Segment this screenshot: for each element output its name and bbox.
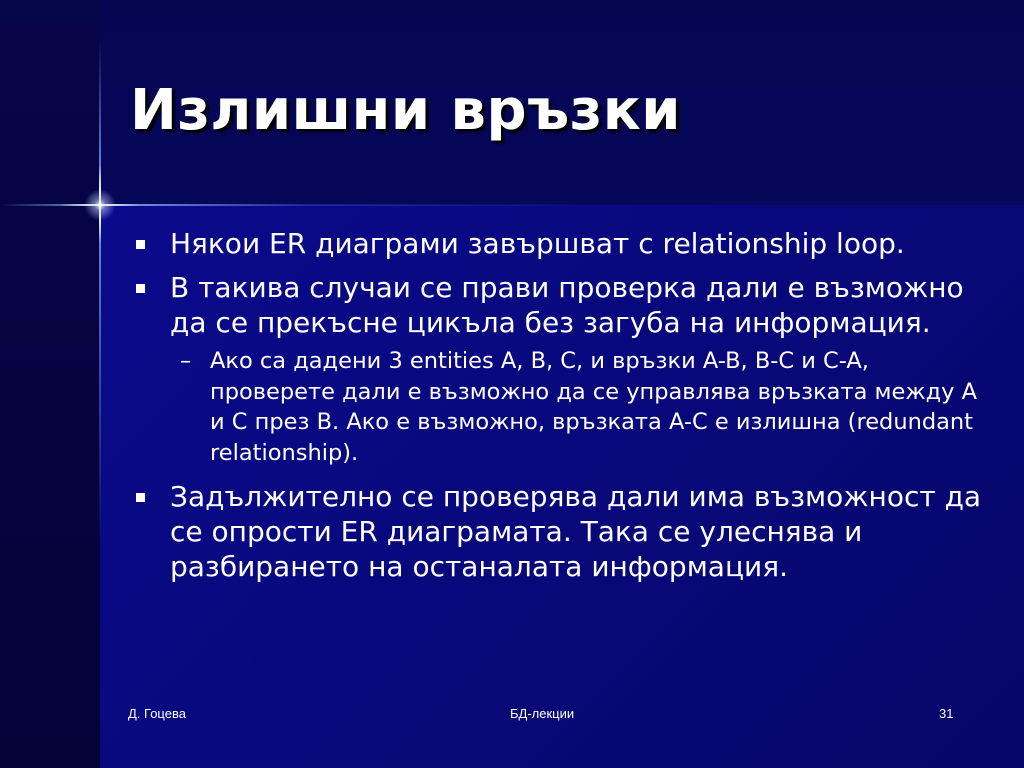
bullet-text: Задължително се проверява дали има възможност да се опрости ER диаграмата. Така се улеснява и разбирането на останалата информация. [170, 480, 982, 583]
slide-title: Излишни връзки [130, 78, 681, 143]
bullet-item [130, 479, 990, 584]
slide-number: 31 [939, 706, 954, 721]
dash-marker: – [180, 348, 192, 374]
bullet-item [130, 270, 990, 340]
bullet-item [130, 226, 990, 261]
footer-author: Д. Гоцева [128, 706, 186, 721]
left-strip [0, 0, 100, 768]
bullet-list [130, 226, 990, 593]
bullet-text: В такива случаи се прави проверка дали е възможно да се прекъсне цикъла без загуба на информация. [170, 271, 964, 339]
sub-bullet-text: Ако са дадени 3 entities A, B, C, и връзки A-B, B-C и C-A, проверете дали е възможно да се управлява връзката между A и C през B. Ако е възможно, връзката A-C е излишна (redundant relationship). [210, 348, 978, 466]
sparkle-vertical-line [99, 40, 101, 540]
sparkle-cross-icon [84, 189, 116, 221]
square-bullet-icon [136, 493, 145, 502]
square-bullet-icon [136, 240, 145, 249]
sub-bullet-item [130, 346, 990, 468]
square-bullet-icon [136, 284, 145, 293]
footer-course: БД-лекции [510, 706, 575, 721]
sparkle-horizontal-line [0, 204, 1024, 206]
bullet-text: Някои ER диаграми завършват с relationship loop. [170, 227, 905, 260]
